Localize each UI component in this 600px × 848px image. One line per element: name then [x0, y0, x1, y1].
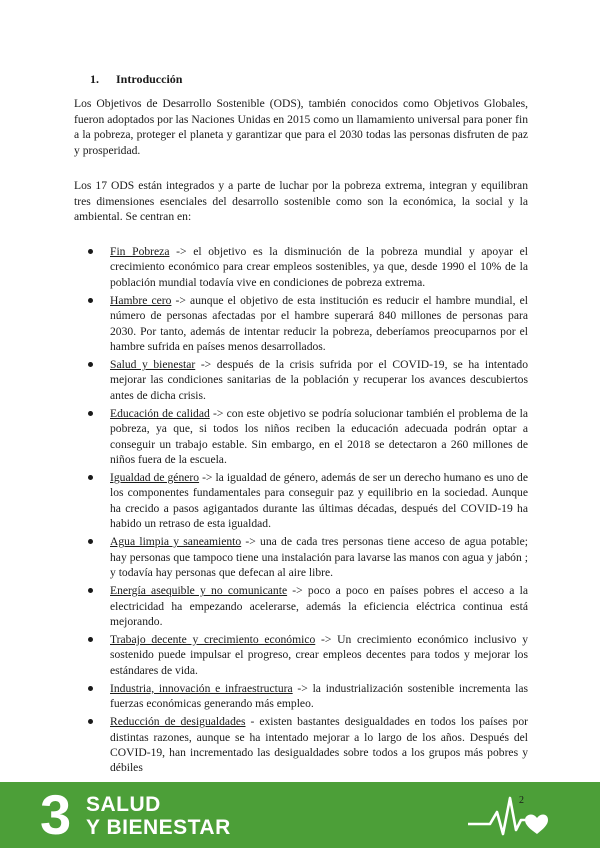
goal-description: -> el objetivo es la disminución de la pobreza mundial y apoyar el crecimiento económico para crear empleos sostenibles, ya que, desde 1990 el 10% de la población mundial todavía vive en condiciones de pobreza extrema. — [110, 245, 528, 289]
bullet-icon — [88, 249, 93, 254]
goal-term: Fin Pobreza — [110, 245, 170, 258]
goal-description: -> Un crecimiento económico inclusivo y sostenido puede impulsar el progreso, crear empleos decentes para todos y mejorar los estándares de vida. — [110, 632, 528, 677]
section-heading — [90, 72, 182, 87]
goal-list-item — [86, 244, 528, 290]
bullet-icon — [88, 719, 93, 724]
goal-list-item — [86, 406, 528, 468]
goal-term: Trabajo decente y crecimiento económico — [110, 632, 316, 646]
section-title: Introducción — [116, 72, 183, 86]
bullet-icon — [88, 475, 93, 480]
intro-paragraph: Los Objetivos de Desarrollo Sostenible (ODS), también conocidos como Objetivos Globales, fueron adoptados por las Naciones Unidas en 2015 como un llamamiento universal para poner fin a la pobreza, proteger el planeta y garantizar que para el 2030 todas las personas disfruten de paz y prosperidad. — [74, 97, 528, 157]
goal-description: -> poco a poco en países pobres el acceso a la electricidad ha empezando acelerarse, además la eficiencia eléctrica continua está mejorando. — [110, 584, 528, 628]
goal-description: -> con este objetivo se podría solucionar también el problema de la pobreza, ya que, si todos los niños reciben la educación adecuada podrán optar a conseguir un trabajo estable. Sin embargo, en el 2018 se detectaron a 260 millones de niños fuera de la escuela. — [110, 406, 528, 467]
goal-description: -> después de la crisis sufrida por el COVID-19, se ha intentado mejorar las condiciones sanitarias de la población y recuperar los avances descubiertos antes de dicha crisis. — [110, 358, 528, 402]
goal-list-item — [86, 293, 528, 355]
page-number: 2 — [519, 795, 524, 806]
goal-list-item — [86, 470, 528, 532]
goal-term: Hambre cero — [110, 293, 172, 307]
goal-term: Agua limpia y saneamiento — [110, 535, 242, 549]
heartbeat-heart-icon — [468, 790, 548, 840]
goal-number: 3 — [40, 783, 72, 846]
goal-term: Educación de calidad — [110, 406, 210, 420]
bullet-icon — [88, 411, 93, 416]
goals-list — [86, 244, 528, 778]
goal-title — [86, 793, 231, 839]
goal-list-item — [86, 681, 528, 712]
bullet-icon — [88, 362, 93, 367]
goal-title-line-1: SALUD — [86, 793, 161, 816]
bullet-icon — [88, 588, 93, 593]
goal-description: -> la igualdad de género, además de ser un derecho humano es uno de los componentes fundamentales para conseguir paz y equilibrio en la sociedad. Aunque ha crecido a pasos agigantados durante las últimas décadas, después del COVID-19 ha habido un retraso de esta igualdad. — [110, 471, 528, 531]
goal-term: Igualdad de género — [110, 471, 200, 485]
section-number: 1. — [90, 72, 99, 86]
goal-term: Salud y bienestar — [110, 358, 196, 372]
bullet-icon — [88, 539, 93, 544]
goal-list-item — [86, 583, 528, 629]
sdg-goal-banner — [0, 782, 600, 848]
goal-list-item — [86, 357, 528, 403]
goal-description: -> la industrialización sostenible incrementa las fuerzas económicas generando más empleo. — [110, 681, 529, 711]
bullet-icon — [88, 298, 93, 303]
goal-term: Reducción de desigualdades — [110, 715, 246, 729]
goal-list-item — [86, 714, 528, 776]
goal-description: - existen bastantes desigualdades en todos los países por distintas razones, aunque se ha intentado mejorar a lo largo de los años. Después del COVID-19, han incrementado las desigualdades sobre todos a los grupos más pobres y débiles — [110, 715, 528, 775]
goal-term: Industria, innovación e infraestructura — [110, 681, 293, 695]
bullet-icon — [88, 637, 93, 642]
goal-description: -> una de cada tres personas tiene acceso de agua potable; hay personas que tampoco tiene una instalación para lavarse las manos con agua y jabón ; y todavía hay personas que defecan al aire libre. — [110, 535, 528, 580]
ods-summary-paragraph: Los 17 ODS están integrados y a parte de luchar por la pobreza extrema, integran y equilibran tres dimensiones esenciales del desarrollo sostenible como son la económica, la social y la ambiental. Se centran en: — [74, 179, 528, 224]
goal-description: -> aunque el objetivo de esta institución es reducir el hambre mundial, el número de personas afectadas por el hambre superará 840 millones de personas para 2030. Por tanto, además de intentar reducir la pobreza, deberíamos preocuparnos por el hambre sufrida en países menos desarrollados. — [110, 293, 528, 354]
goal-title-line-2: Y BIENESTAR — [86, 816, 231, 839]
goal-list-item — [86, 534, 528, 580]
goal-list-item — [86, 632, 528, 678]
bullet-icon — [88, 686, 93, 691]
goal-term: Energía asequible y no comunicante — [110, 584, 288, 598]
